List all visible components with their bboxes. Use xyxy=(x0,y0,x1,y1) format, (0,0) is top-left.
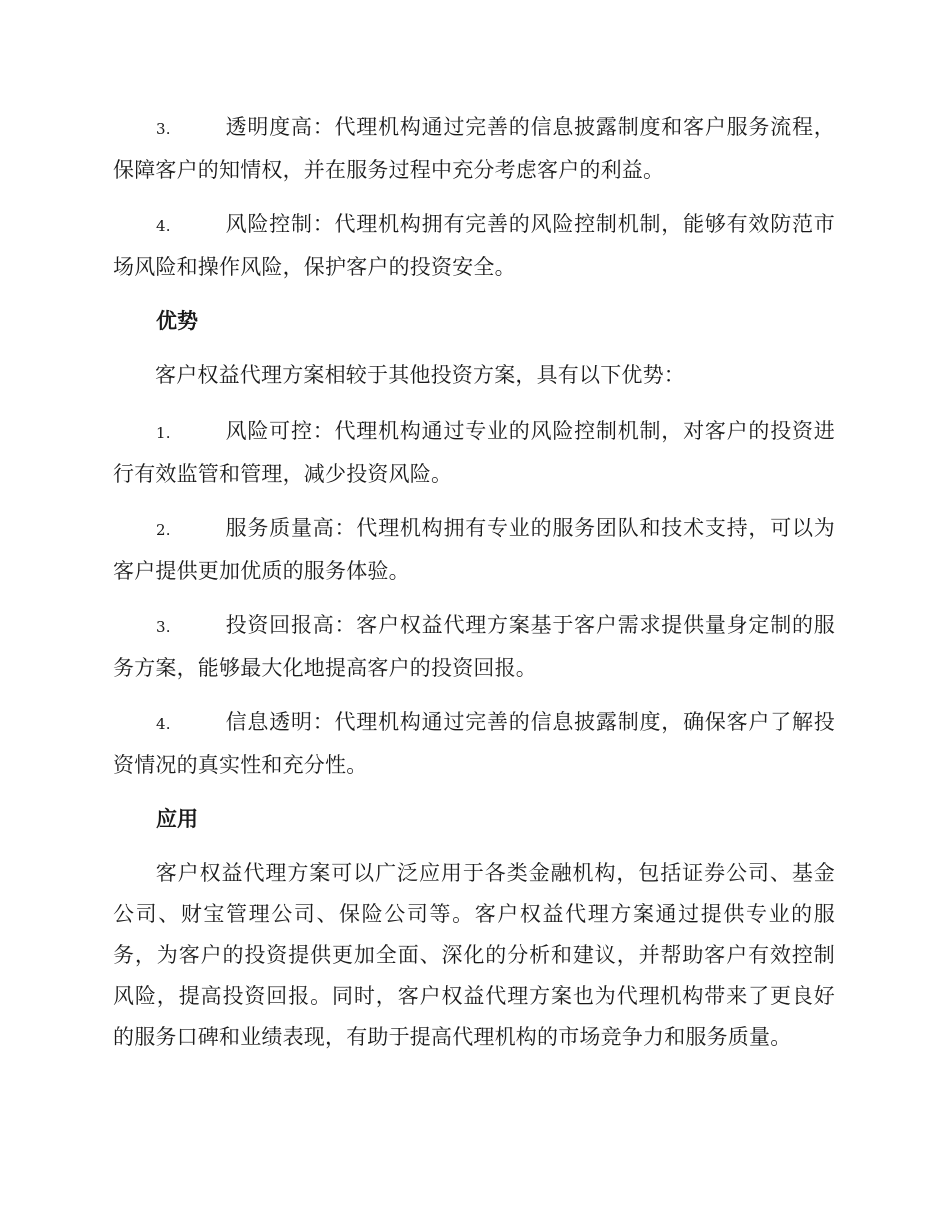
list-item-line xyxy=(113,204,835,247)
list-item-text: 信息透明：代理机构通过完善的信息披露制度，确保客户了解投 xyxy=(225,710,835,734)
list-item-text-continued: 保障客户的知情权，并在服务过程中充分考虑客户的利益。 xyxy=(113,158,665,182)
list-item-text-continued: 资情况的真实性和充分性。 xyxy=(113,753,368,777)
list-item-risk-control xyxy=(113,204,835,288)
list-item-text: 风险控制：代理机构拥有完善的风险控制机制，能够有效防范市 xyxy=(225,212,835,236)
list-item-text: 服务质量高：代理机构拥有专业的服务团队和技术支持，可以为 xyxy=(225,516,835,540)
paragraph-line xyxy=(113,853,835,894)
list-item-line xyxy=(113,107,835,150)
paragraph-text: 客户权益代理方案可以广泛应用于各类金融机构，包括证券公司、基金 xyxy=(155,861,835,885)
list-item-transparency xyxy=(113,107,835,191)
paragraph-line: 公司、财宝管理公司、保险公司等。客户权益代理方案通过提供专业的服 xyxy=(113,902,835,926)
application-paragraph xyxy=(113,853,835,1058)
list-item-line xyxy=(113,508,835,551)
list-item-text-continued: 场风险和操作风险，保护客户的投资安全。 xyxy=(113,255,516,279)
paragraph-line: 的服务口碑和业绩表现，有助于提高代理机构的市场竞争力和服务质量。 xyxy=(113,1025,792,1049)
advantages-intro xyxy=(113,355,835,396)
list-item-line xyxy=(113,605,835,648)
list-item-advantage xyxy=(113,702,835,786)
list-number: 1. xyxy=(156,424,171,442)
list-item-text-continued: 务方案，能够最大化地提高客户的投资回报。 xyxy=(113,656,537,680)
list-item-line xyxy=(113,702,835,745)
list-item-advantage xyxy=(113,508,835,592)
list-item-text-continued: 行有效监管和管理，减少投资风险。 xyxy=(113,462,453,486)
list-number: 3. xyxy=(156,120,171,138)
list-item-text: 透明度高：代理机构通过完善的信息披露制度和客户服务流程， xyxy=(225,115,835,139)
intro-line xyxy=(113,355,835,396)
section-heading-advantages: 优势 xyxy=(156,309,198,333)
list-item-line xyxy=(113,411,835,454)
list-item-text: 风险可控：代理机构通过专业的风险控制机制，对客户的投资进 xyxy=(225,419,835,443)
list-item-advantage xyxy=(113,411,835,495)
list-number: 4. xyxy=(156,217,171,235)
list-item-text: 投资回报高：客户权益代理方案基于客户需求提供量身定制的服 xyxy=(225,613,835,637)
intro-text: 客户权益代理方案相较于其他投资方案，具有以下优势： xyxy=(155,363,685,387)
list-item-advantage xyxy=(113,605,835,689)
list-number: 2. xyxy=(156,521,171,539)
paragraph-line: 务，为客户的投资提供更加全面、深化的分析和建议，并帮助客户有效控制 xyxy=(113,943,835,967)
paragraph-line: 风险，提高投资回报。同时，客户权益代理方案也为代理机构带来了更良好 xyxy=(113,984,835,1008)
section-heading-application: 应用 xyxy=(156,807,198,831)
list-number: 3. xyxy=(156,618,171,636)
list-item-text-continued: 客户提供更加优质的服务体验。 xyxy=(113,559,410,583)
list-number: 4. xyxy=(156,715,171,733)
